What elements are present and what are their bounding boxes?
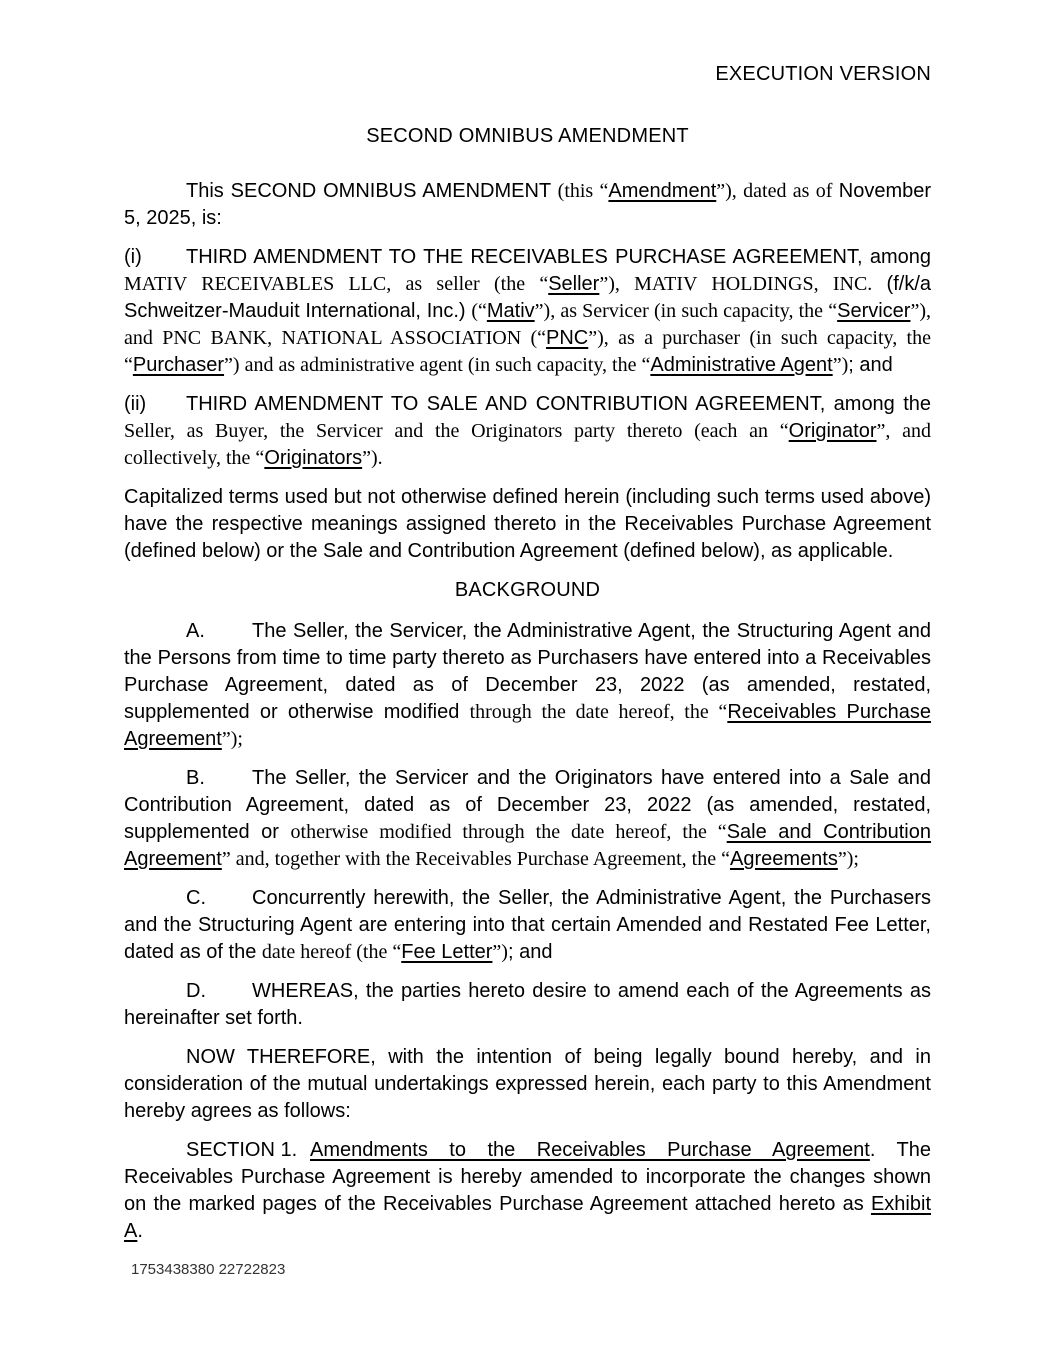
paragraph-label: SECTION 1. <box>186 1139 298 1161</box>
footer-document-id: 1753438380 22722823 <box>131 1261 286 1278</box>
paragraph-label: D. <box>186 980 206 1002</box>
defined-term: Administrative Agent <box>650 354 833 376</box>
text-run: ”); <box>221 728 243 750</box>
defined-term: Seller <box>548 273 600 295</box>
paragraph-recital-d <box>124 978 931 1032</box>
text-run: WHEREAS, the parties hereto desire to amend each of the Agreements as hereinafter set forth. <box>124 980 931 1029</box>
text-run: date hereof (the “ <box>261 941 402 963</box>
defined-term: Amendments to the Receivables Purchase Agreement <box>310 1139 870 1161</box>
text-run: . <box>137 1220 143 1242</box>
document-title: SECOND OMNIBUS AMENDMENT <box>366 125 689 147</box>
text-run: (this “ <box>557 180 609 202</box>
text-run: THIRD AMENDMENT TO SALE AND CONTRIBUTION AGREEMENT, among the <box>186 393 931 415</box>
text-run: This SECOND OMNIBUS AMENDMENT <box>186 180 558 202</box>
text-run: ”), MATIV HOLDINGS, INC. <box>599 273 887 295</box>
text-run: ” and, together with the Receivables Purchase Agreement, the “ <box>221 848 730 870</box>
paragraph-now-therefore <box>124 1044 931 1125</box>
paragraph-label: C. <box>186 887 206 909</box>
background-section <box>124 618 931 1245</box>
defined-term: Fee Letter <box>401 941 493 963</box>
paragraph-item-ii <box>124 391 931 472</box>
text-run: Concurrently herewith, the Seller, the Administrative Agent, the Purchasers and the Structuring Agent are entering into that certain Amended and Restated Fee Letter, dated as of the <box>124 887 931 963</box>
defined-term: Sale and Contribution Agreement <box>124 821 932 870</box>
paragraph-intro <box>124 178 931 232</box>
text-run: ”). <box>362 447 383 469</box>
paragraph-label: B. <box>186 767 205 789</box>
defined-term: PNC <box>546 327 589 349</box>
text-run: through the date hereof, the “ <box>469 701 728 723</box>
paragraph-recital-b <box>124 765 931 873</box>
defined-term: Originator <box>788 420 877 442</box>
text-run: ; and <box>848 354 893 376</box>
paragraph-label: (ii) <box>124 393 147 415</box>
text-run: Seller, as Buyer, the Servicer and the Originators party thereto (each an “ <box>124 420 789 442</box>
defined-term: Exhibit A <box>124 1193 931 1242</box>
text-run: ”); <box>837 848 859 870</box>
text-run: (“ <box>471 300 487 322</box>
text-run: ; and <box>507 941 553 963</box>
paragraph-item-i <box>124 244 931 379</box>
text-run: ”) <box>832 354 849 376</box>
text-run: NOW THEREFORE, with the intention of being legally bound hereby, and in consideration of the mutual undertakings expressed herein, each party to this Amendment hereby agrees as follows: <box>124 1046 931 1122</box>
text-run: ”), dated as of <box>716 180 839 202</box>
text-run: . The Receivables Purchase Agreement is hereby amended to incorporate the changes shown on the marked pages of the Receivables Purchase Agreement attached hereto as <box>124 1139 932 1215</box>
text-run: The Seller, the Servicer, the Administrative Agent, the Structuring Agent and the Persons from time to time party thereto as Purchasers have entered into a Receivables Purchase Agreement, dated as of December 23, 2022 (as amended, restated, supplemented or otherwise modified <box>124 620 931 723</box>
text-run: The Seller, the Servicer and the Originators have entered into a Sale and Contribution Agreement, dated as of December 23, 2022 (as amended, restated, supplemented or <box>124 767 931 843</box>
text-run: ”), and PNC BANK, NATIONAL ASSOCIATION (“ <box>124 300 932 349</box>
text-run: ”, and collectively, the “ <box>124 420 931 469</box>
text-run: ”) and as administrative agent (in such capacity, the “ <box>224 354 651 376</box>
paragraph-capitalized-terms <box>124 484 931 565</box>
text-run: ”) <box>492 941 508 963</box>
text-run: otherwise modified through the date hereof, the “ <box>290 821 727 843</box>
defined-term: Purchaser <box>132 354 225 376</box>
background-heading: BACKGROUND <box>454 579 601 601</box>
text-run: ”), as a purchaser (in such capacity, the “ <box>124 327 931 376</box>
defined-term: Amendment <box>608 180 717 202</box>
text-run: THIRD AMENDMENT TO THE RECEIVABLES PURCHASE AGREEMENT, among <box>186 246 931 268</box>
paragraph-recital-a <box>124 618 931 753</box>
recitals-section <box>124 178 931 565</box>
text-run: November 5, 2025, is: <box>124 180 932 229</box>
defined-term: Servicer <box>837 300 911 322</box>
defined-term: Originators <box>264 447 363 469</box>
text-run: Capitalized terms used but not otherwise defined herein (including such terms used above) have the respective meanings assigned thereto in the Receivables Purchase Agreement (defined below) or the Sale and Contribution Agreement (defined below), as applicable. <box>124 486 931 562</box>
defined-term: Mativ <box>486 300 535 322</box>
paragraph-label: A. <box>186 620 205 642</box>
defined-term: Receivables Purchase Agreement <box>124 701 931 750</box>
document-page <box>124 64 931 1257</box>
text-run: ”), as Servicer (in such capacity, the “ <box>534 300 838 322</box>
defined-term: Agreements <box>730 848 838 870</box>
paragraph-recital-c <box>124 885 931 966</box>
text-run: MATIV RECEIVABLES LLC, as seller (the “ <box>124 273 549 295</box>
paragraph-label: (i) <box>124 246 142 268</box>
paragraph-section-1 <box>124 1137 931 1245</box>
execution-version-label: EXECUTION VERSION <box>715 63 931 85</box>
text-run: (f/k/a Schweitzer-Mauduit International, Inc.) <box>124 273 931 322</box>
